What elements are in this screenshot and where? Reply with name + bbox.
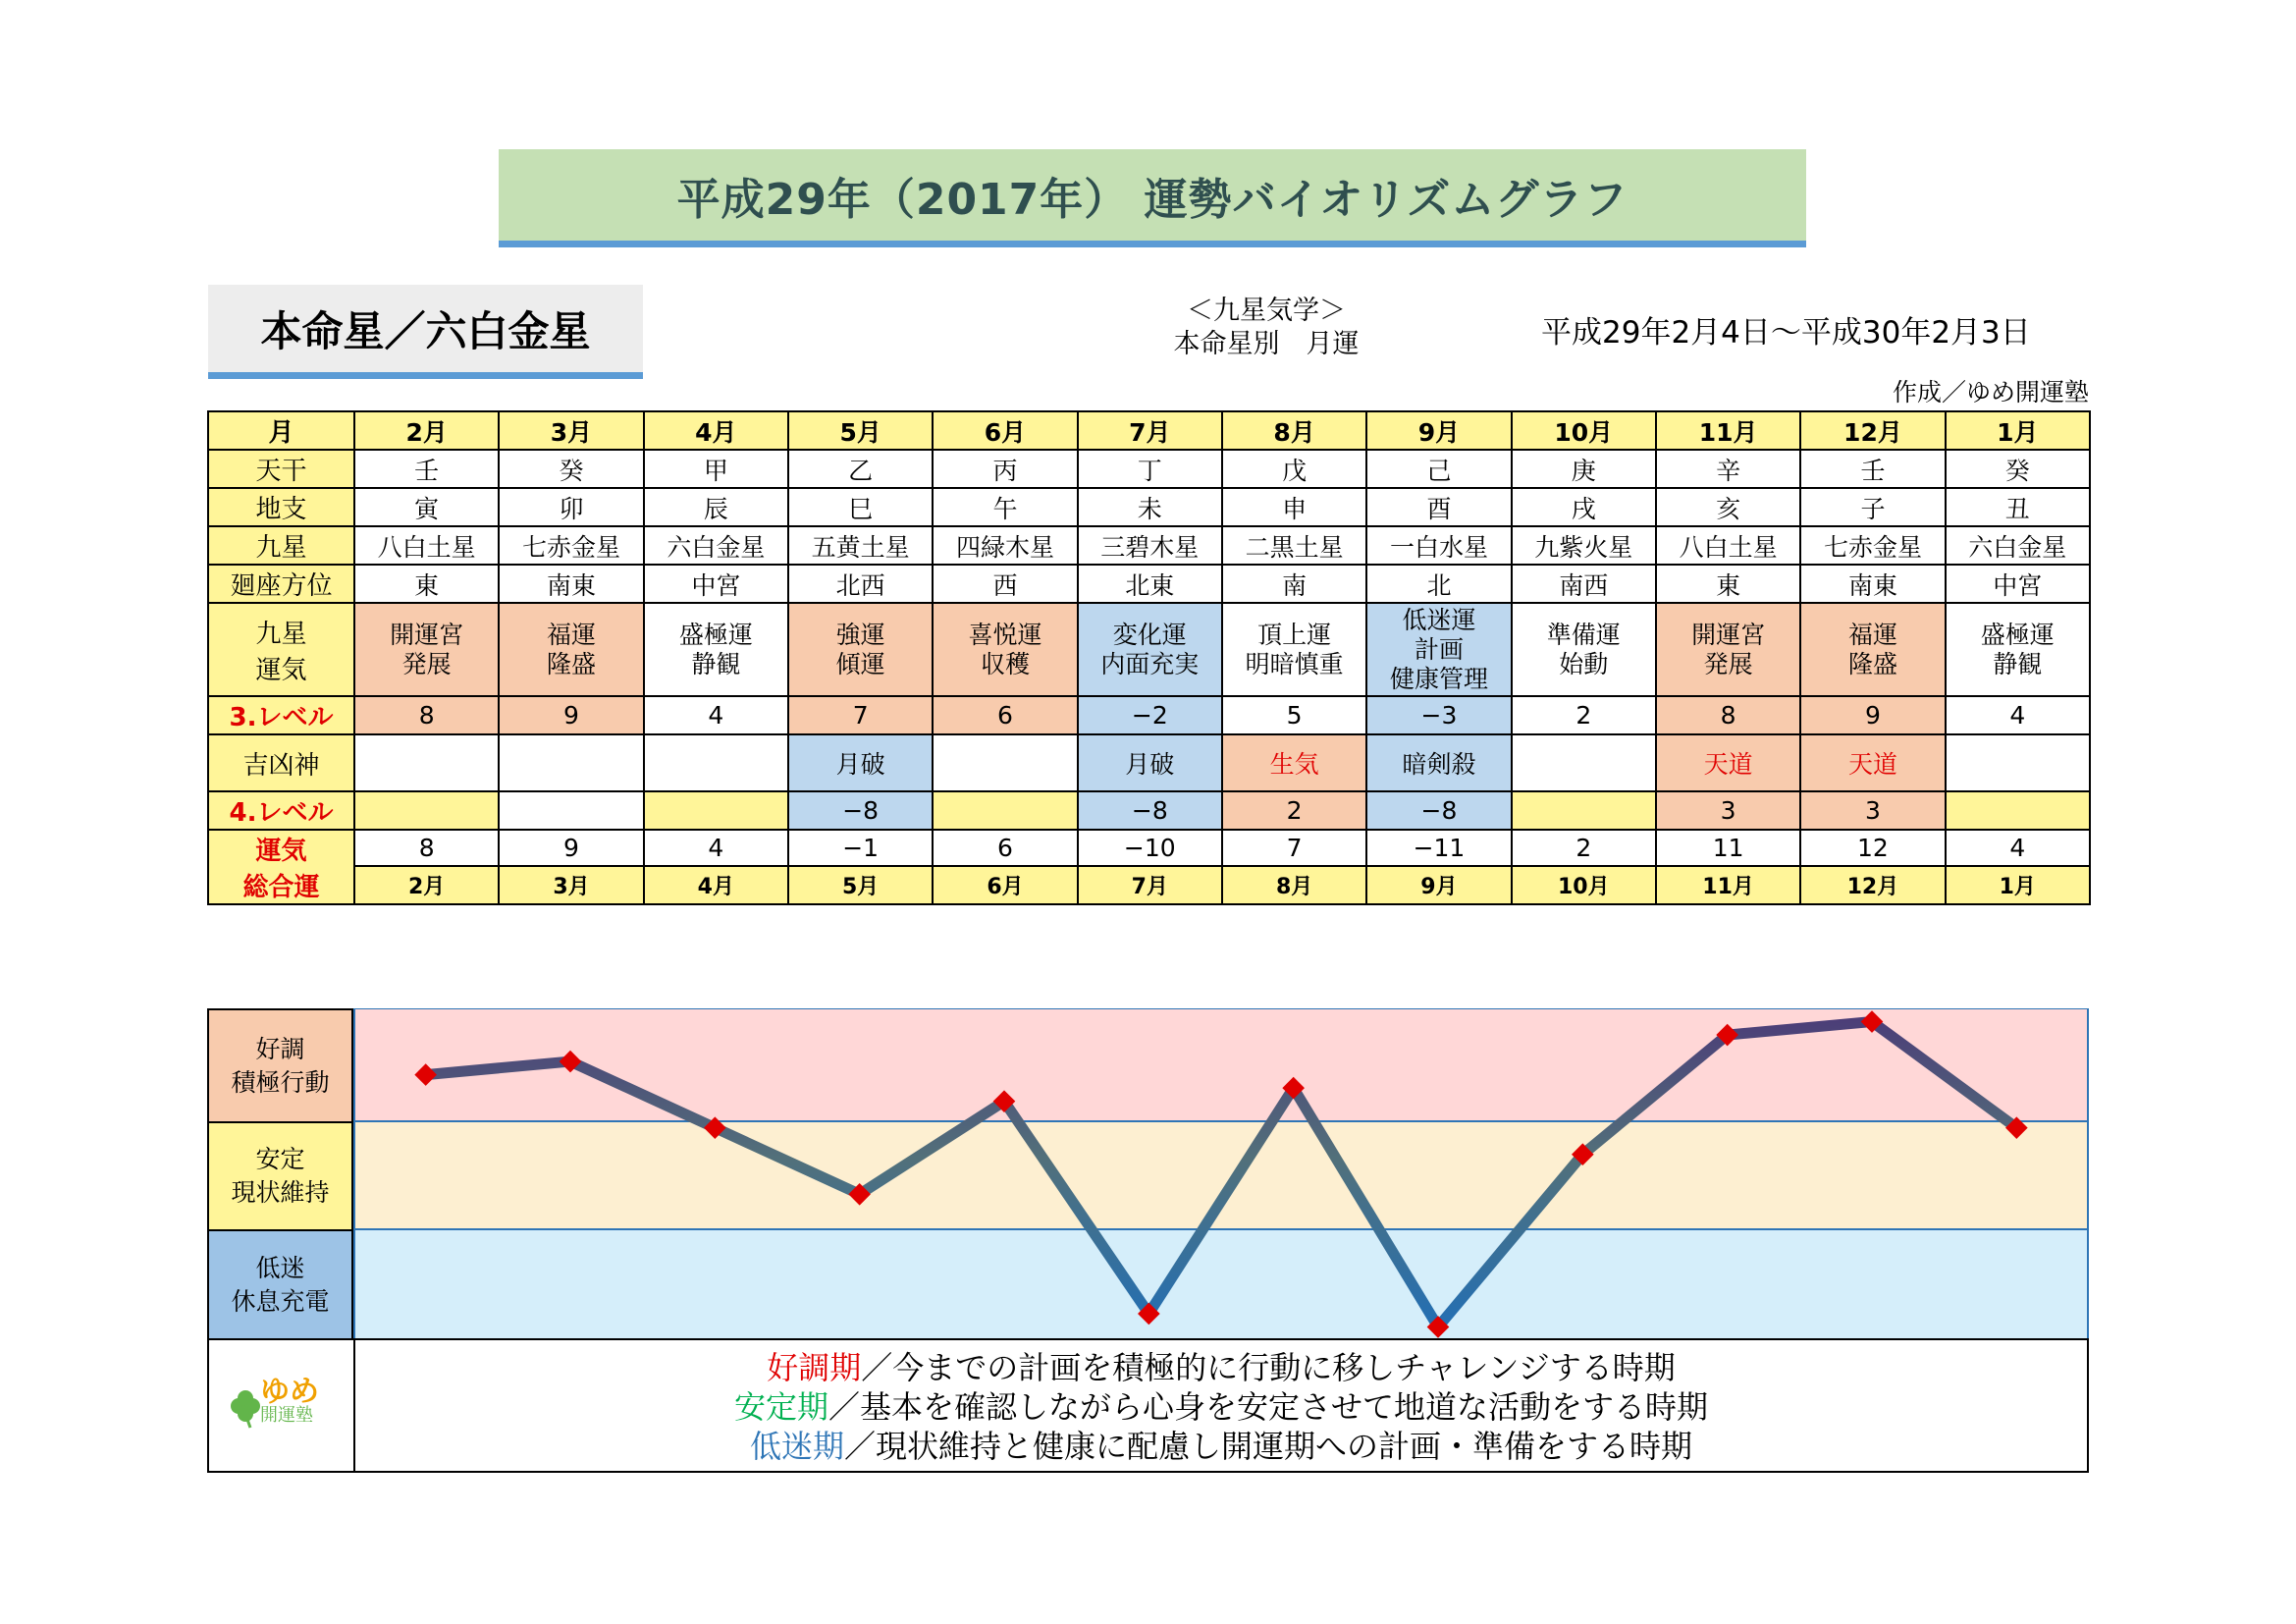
row-label-line: 運気	[255, 837, 307, 866]
band-stable	[354, 1121, 2088, 1229]
unki-line: 発展	[401, 649, 452, 678]
cell-unki-12	[1946, 603, 2090, 696]
cell-unki-8	[1366, 603, 1511, 696]
legend-item-good	[355, 1348, 2087, 1387]
cell-month-footer-11: 12月	[1800, 866, 1945, 904]
cell-chishi-1: 寅	[354, 488, 499, 526]
cell-kyusei-7: 二黒土星	[1222, 526, 1366, 565]
cell-kikkyo-2	[499, 734, 643, 791]
cell-kyusei-1: 八白土星	[354, 526, 499, 565]
cell-kyusei-6: 三碧木星	[1078, 526, 1222, 565]
cell-kikkyo-7: 生気	[1222, 734, 1366, 791]
cell-sougou-11: 12	[1800, 830, 1945, 866]
unki-line: 福運	[1847, 620, 1897, 649]
cell-level3-11: 9	[1800, 696, 1945, 734]
cell-level3-6: −2	[1078, 696, 1222, 734]
cell-kyusei-4: 五黄土星	[788, 526, 933, 565]
cell-chishi-4: 巳	[788, 488, 933, 526]
cell-chishi-6: 未	[1078, 488, 1222, 526]
cell-houi-5: 西	[933, 565, 1077, 603]
cell-houi-1: 東	[354, 565, 499, 603]
cell-sougou-2: 9	[499, 830, 643, 866]
period-label: 平成29年2月4日～平成30年2月3日	[1541, 315, 2031, 351]
cell-level4-3	[644, 791, 788, 830]
cell-unki-6	[1078, 603, 1222, 696]
unki-line: 開運宮	[390, 620, 464, 649]
cell-level4-10: 3	[1656, 791, 1800, 830]
cell-unki-5	[933, 603, 1077, 696]
cell-houi-2: 南東	[499, 565, 643, 603]
cell-level4-1	[354, 791, 499, 830]
cell-month-footer-10: 11月	[1656, 866, 1800, 904]
cell-kyusei-5: 四緑木星	[933, 526, 1077, 565]
cell-kyusei-3: 六白金星	[644, 526, 788, 565]
category-heading-line1: ＜九星気学＞	[1187, 296, 1346, 326]
band-stable-line1: 安定	[255, 1145, 305, 1173]
legend-desc-stable: ／基本を確認しながら心身を安定させて地道な活動をする時期	[828, 1388, 1709, 1426]
cell-level4-12	[1946, 791, 2090, 830]
cell-kikkyo-5	[933, 734, 1077, 791]
band-low-line1: 低迷	[255, 1253, 305, 1282]
cell-kikkyo-6: 月破	[1078, 734, 1222, 791]
row-label-kyusei: 九星	[208, 526, 354, 565]
unki-line: 盛極運	[678, 620, 753, 649]
cell-sougou-5: 6	[933, 830, 1077, 866]
cell-tenkan-5: 丙	[933, 450, 1077, 488]
cell-level3-5: 6	[933, 696, 1077, 734]
cell-chishi-9: 戌	[1512, 488, 1656, 526]
cell-level3-7: 5	[1222, 696, 1366, 734]
cell-houi-6: 北東	[1078, 565, 1222, 603]
cell-kyusei-12: 六白金星	[1946, 526, 2090, 565]
cell-kikkyo-10: 天道	[1656, 734, 1800, 791]
unki-line: 計画	[1414, 634, 1464, 664]
cell-kikkyo-1	[354, 734, 499, 791]
cell-kyusei-11: 七赤金星	[1800, 526, 1945, 565]
cell-chishi-2: 卯	[499, 488, 643, 526]
cell-unki-7	[1222, 603, 1366, 696]
band-stable-line2: 現状維持	[231, 1178, 330, 1207]
row-label-line: 運気	[255, 655, 307, 685]
legend-term-low: 低迷期	[749, 1428, 844, 1465]
row-label-tenkan: 天干	[208, 450, 354, 488]
cell-level3-10: 8	[1656, 696, 1800, 734]
cell-tenkan-1: 壬	[354, 450, 499, 488]
unki-line: 静観	[691, 649, 741, 678]
fortune-table	[207, 410, 2091, 905]
cell-tenkan-8: 己	[1366, 450, 1511, 488]
row-label-kikkyo: 吉凶神	[208, 734, 354, 791]
logo-text-line2: 開運塾	[260, 1405, 313, 1426]
cell-unki-11	[1800, 603, 1945, 696]
band-label-low	[207, 1229, 353, 1340]
legend-term-good: 好調期	[767, 1349, 862, 1386]
cell-month-6: 7月	[1078, 411, 1222, 450]
cell-kyusei-2: 七赤金星	[499, 526, 643, 565]
cell-month-footer-5: 6月	[933, 866, 1077, 904]
row-label-houi: 廻座方位	[208, 565, 354, 603]
legend-desc-good: ／今までの計画を積極的に行動に移しチャレンジする時期	[861, 1349, 1676, 1386]
cell-sougou-9: 2	[1512, 830, 1656, 866]
cell-chishi-3: 辰	[644, 488, 788, 526]
main-star-label: 本命星／六白金星	[260, 306, 591, 355]
cell-tenkan-9: 庚	[1512, 450, 1656, 488]
cell-houi-10: 東	[1656, 565, 1800, 603]
logo-text	[260, 1375, 319, 1426]
biorhythm-chart	[353, 1008, 2089, 1340]
cell-month-11: 12月	[1800, 411, 1945, 450]
cell-sougou-3: 4	[644, 830, 788, 866]
unki-line: 変化運	[1112, 620, 1187, 649]
cell-tenkan-10: 辛	[1656, 450, 1800, 488]
band-low	[354, 1229, 2088, 1340]
cell-chishi-11: 子	[1800, 488, 1945, 526]
page-title: 平成29年（2017年） 運勢バイオリズムグラフ	[676, 174, 1629, 225]
unki-line: 頂上運	[1257, 620, 1332, 649]
cell-level3-9: 2	[1512, 696, 1656, 734]
cell-houi-7: 南	[1222, 565, 1366, 603]
cell-month-footer-6: 7月	[1078, 866, 1222, 904]
row-label-month: 月	[208, 411, 354, 450]
cell-houi-8: 北	[1366, 565, 1511, 603]
cell-sougou-12: 4	[1946, 830, 2090, 866]
cell-month-8: 9月	[1366, 411, 1511, 450]
legend-desc-low: ／現状維持と健康に配慮し開運期への計画・準備をする時期	[844, 1428, 1693, 1465]
row-label-chishi: 地支	[208, 488, 354, 526]
cell-month-4: 5月	[788, 411, 933, 450]
cell-kyusei-10: 八白土星	[1656, 526, 1800, 565]
author-label: 作成／ゆめ開運塾	[1892, 378, 2089, 406]
logo-text-line1: ゆめ	[260, 1375, 319, 1409]
cell-sougou-6: −10	[1078, 830, 1222, 866]
cell-unki-3	[644, 603, 788, 696]
cell-month-5: 6月	[933, 411, 1077, 450]
cell-tenkan-6: 丁	[1078, 450, 1222, 488]
unki-line: 内面充実	[1100, 649, 1200, 678]
unki-line: 喜悦運	[968, 620, 1042, 649]
cell-month-footer-1: 2月	[354, 866, 499, 904]
unki-line: 準備運	[1546, 620, 1621, 649]
unki-line: 発展	[1703, 649, 1753, 678]
band-label-stable	[207, 1121, 353, 1231]
unki-line: 隆盛	[546, 649, 596, 678]
cell-chishi-8: 酉	[1366, 488, 1511, 526]
cell-kikkyo-11: 天道	[1800, 734, 1945, 791]
cell-level4-7: 2	[1222, 791, 1366, 830]
unki-line: 隆盛	[1847, 649, 1897, 678]
cell-tenkan-11: 壬	[1800, 450, 1945, 488]
unki-line: 静観	[1993, 649, 2043, 678]
legend-box	[207, 1338, 2089, 1473]
cell-kyusei-9: 九紫火星	[1512, 526, 1656, 565]
cell-month-footer-4: 5月	[788, 866, 933, 904]
row-label-sougou	[208, 830, 354, 904]
band-good-line1: 好調	[255, 1034, 305, 1063]
cell-kikkyo-9	[1512, 734, 1656, 791]
cell-month-3: 4月	[644, 411, 788, 450]
cell-level4-9	[1512, 791, 1656, 830]
cell-houi-3: 中宮	[644, 565, 788, 603]
cell-level4-11: 3	[1800, 791, 1945, 830]
page-title-box	[499, 149, 1806, 247]
band-low-line2: 休息充電	[231, 1286, 330, 1316]
row-label-line: 総合運	[242, 873, 320, 902]
cell-level4-8: −8	[1366, 791, 1511, 830]
cell-level3-8: −3	[1366, 696, 1511, 734]
cell-level3-4: 7	[788, 696, 933, 734]
cell-tenkan-3: 甲	[644, 450, 788, 488]
band-label-good	[207, 1008, 353, 1123]
cell-houi-11: 南東	[1800, 565, 1945, 603]
cell-month-9: 10月	[1512, 411, 1656, 450]
cell-kikkyo-12	[1946, 734, 2090, 791]
cell-kyusei-8: 一白水星	[1366, 526, 1511, 565]
cell-month-footer-12: 1月	[1946, 866, 2090, 904]
cell-unki-10	[1656, 603, 1800, 696]
cell-level4-2	[499, 791, 643, 830]
cell-level3-2: 9	[499, 696, 643, 734]
main-star-box	[208, 285, 643, 379]
unki-line: 開運宮	[1691, 620, 1766, 649]
band-good-line2: 積極行動	[231, 1067, 330, 1097]
unki-line: 福運	[546, 620, 596, 649]
cell-tenkan-7: 戊	[1222, 450, 1366, 488]
cell-level3-3: 4	[644, 696, 788, 734]
cell-sougou-8: −11	[1366, 830, 1511, 866]
cell-houi-9: 南西	[1512, 565, 1656, 603]
cell-month-12: 1月	[1946, 411, 2090, 450]
cell-level4-6: −8	[1078, 791, 1222, 830]
cell-level3-1: 8	[354, 696, 499, 734]
category-heading-line2: 本命星別 月運	[1173, 329, 1360, 359]
cell-month-footer-9: 10月	[1512, 866, 1656, 904]
cell-month-10: 11月	[1656, 411, 1800, 450]
unki-line: 傾運	[835, 649, 885, 678]
unki-line: 強運	[835, 620, 885, 649]
cell-chishi-5: 午	[933, 488, 1077, 526]
cell-kikkyo-8: 暗剣殺	[1366, 734, 1511, 791]
cell-month-footer-2: 3月	[499, 866, 643, 904]
row-label-level4: 4.レベル	[208, 791, 354, 830]
unki-line: 盛極運	[1980, 620, 2055, 649]
cell-chishi-12: 丑	[1946, 488, 2090, 526]
cell-month-footer-7: 8月	[1222, 866, 1366, 904]
cell-unki-1	[354, 603, 499, 696]
cell-level3-12: 4	[1946, 696, 2090, 734]
category-heading	[1109, 295, 1423, 361]
cell-level4-4: −8	[788, 791, 933, 830]
legend-term-stable: 安定期	[733, 1388, 828, 1426]
cell-sougou-7: 7	[1222, 830, 1366, 866]
logo	[209, 1340, 355, 1471]
unki-line: 低迷運	[1402, 605, 1476, 634]
cell-kikkyo-3	[644, 734, 788, 791]
row-label-line: 九星	[255, 619, 307, 649]
cell-month-footer-8: 9月	[1366, 866, 1511, 904]
cell-chishi-7: 申	[1222, 488, 1366, 526]
cell-sougou-10: 11	[1656, 830, 1800, 866]
legend-item-low	[355, 1427, 2087, 1466]
cell-unki-9	[1512, 603, 1656, 696]
cell-unki-2	[499, 603, 643, 696]
legend-item-stable	[355, 1387, 2087, 1427]
unki-line: 始動	[1559, 649, 1609, 678]
cell-chishi-10: 亥	[1656, 488, 1800, 526]
cell-houi-4: 北西	[788, 565, 933, 603]
cell-tenkan-2: 癸	[499, 450, 643, 488]
cell-level4-5	[933, 791, 1077, 830]
cell-kikkyo-4: 月破	[788, 734, 933, 791]
cell-tenkan-4: 乙	[788, 450, 933, 488]
cell-houi-12: 中宮	[1946, 565, 2090, 603]
cell-sougou-4: −1	[788, 830, 933, 866]
cell-month-footer-3: 4月	[644, 866, 788, 904]
row-label-unki	[208, 603, 354, 696]
cell-unki-4	[788, 603, 933, 696]
legend-text	[355, 1348, 2087, 1466]
cell-month-7: 8月	[1222, 411, 1366, 450]
cell-month-1: 2月	[354, 411, 499, 450]
cell-tenkan-12: 癸	[1946, 450, 2090, 488]
unki-line: 健康管理	[1389, 664, 1488, 693]
cell-sougou-1: 8	[354, 830, 499, 866]
cell-month-2: 3月	[499, 411, 643, 450]
row-label-level3: 3.レベル	[208, 696, 354, 734]
unki-line: 明暗慎重	[1245, 649, 1344, 678]
unki-line: 収穫	[980, 649, 1030, 678]
